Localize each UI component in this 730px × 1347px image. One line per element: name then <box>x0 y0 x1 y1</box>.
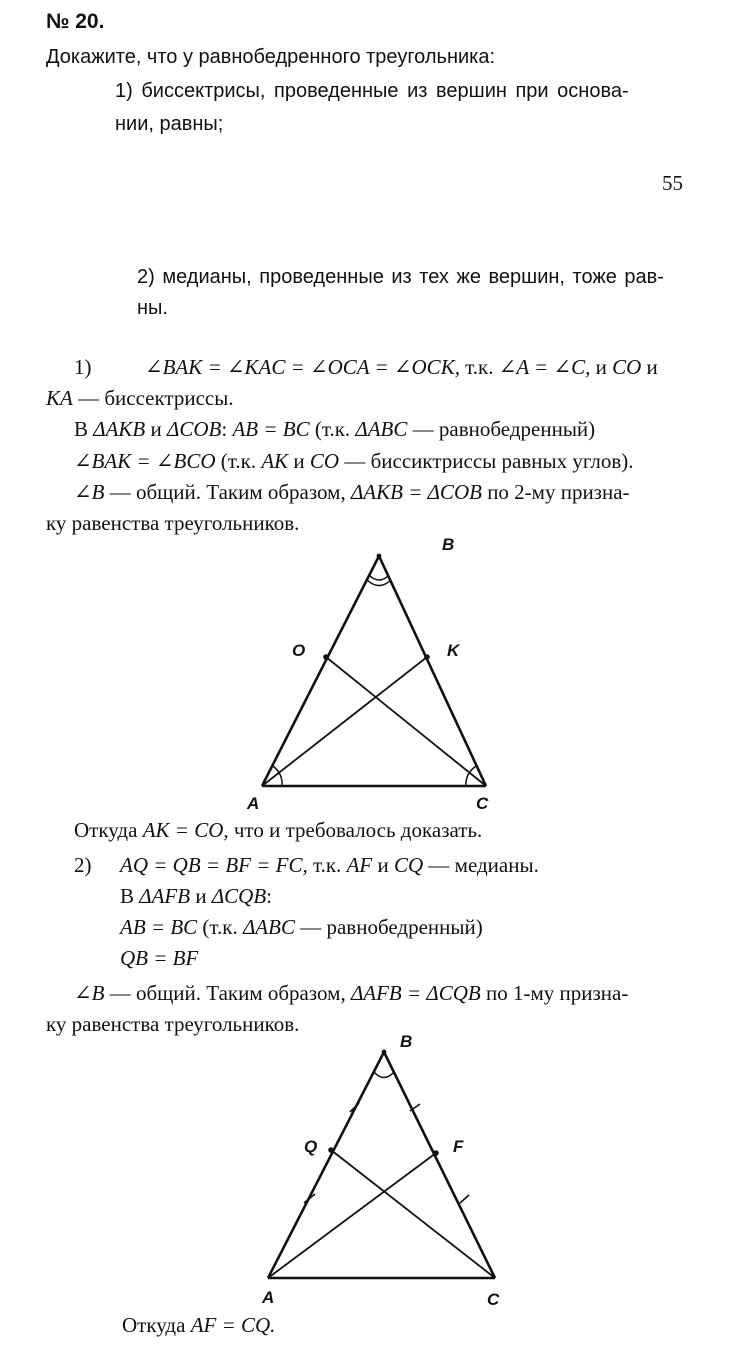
tick-fc <box>460 1195 469 1203</box>
figure-1-label-c: C <box>476 794 489 813</box>
median-af <box>268 1153 436 1278</box>
figure-1-label-a: A <box>247 794 260 813</box>
figure-2-label-q: Q <box>304 1137 318 1156</box>
problem-item-1-line-2: нии, равны; <box>115 113 224 135</box>
solution-2-line-3: AB = BC (т.к. ΔABC — равнобедренный) <box>120 915 483 939</box>
solution-1-line-5: ∠B — общий. Таким образом, ΔAKB = ΔCOB по 2-му призна- <box>74 480 630 504</box>
problem-item-2-line-1: 2) медианы, проведенные из тех же вершин, тоже рав- <box>137 266 664 288</box>
figure-1-label-o: O <box>292 641 306 660</box>
side-ab <box>268 1052 384 1278</box>
solution-2-line-5: ∠B — общий. Таким образом, ΔAFB = ΔCQB по 1-му призна- <box>74 981 629 1005</box>
solution-2-line-6: ку равенства треугольников. <box>46 1012 300 1036</box>
solution-2-line-2: В ΔAFB и ΔCQB: <box>120 884 272 908</box>
solution-2-conclusion: Откуда AF = CQ. <box>122 1313 276 1337</box>
solution-1-line-2: KA — биссектриссы. <box>46 386 234 410</box>
figure-1-label-k: K <box>447 641 460 660</box>
solution-1-line-4: ∠BAK = ∠BCO (т.к. AK и CO — биссиктриссы равных углов). <box>74 449 634 473</box>
problem-item-2-line-2: ны. <box>137 297 168 319</box>
solution-2-line-1: AQ = QB = BF = FC, т.к. AF и CQ — медианы. <box>120 853 539 877</box>
solution-1-line-1: ∠BAK = ∠KAC = ∠OCA = ∠OCK, т.к. ∠A = ∠C, и CO и <box>145 355 658 379</box>
point-f <box>433 1150 439 1156</box>
solution-1-marker: 1) <box>74 355 92 379</box>
figure-2-label-c: C <box>487 1290 500 1309</box>
point-b <box>382 1050 387 1055</box>
figure-1-label-b: B <box>442 535 455 554</box>
figure-2-label-a: A <box>262 1288 275 1307</box>
solution-1-line-3: В ΔAKB и ΔCOB: AB = BC (т.к. ΔABC — равнобедренный) <box>74 417 596 441</box>
solution-2-line-4: QB = BF <box>120 946 199 970</box>
problem-statement: Докажите, что у равнобедренного треугольника: <box>46 46 496 68</box>
solution-2-marker: 2) <box>74 853 92 877</box>
figure-2-label-f: F <box>453 1137 464 1156</box>
problem-item-1-line-1: 1) биссектрисы, проведенные из вершин при основа- <box>115 80 629 102</box>
side-bc <box>384 1052 495 1278</box>
point-q <box>328 1147 334 1153</box>
figure-2-label-b: B <box>400 1032 413 1051</box>
solution-1-line-6: ку равенства треугольников. <box>46 511 300 535</box>
angle-equality: ∠BAK = ∠KAC = ∠OCA = ∠OCK, <box>145 355 460 379</box>
page-number: 55 <box>662 171 683 195</box>
solution-1-conclusion: Откуда AK = CO, что и требовалось доказать. <box>74 818 483 842</box>
angle-arc-b <box>374 1072 394 1078</box>
problem-number: № 20. <box>46 10 105 33</box>
